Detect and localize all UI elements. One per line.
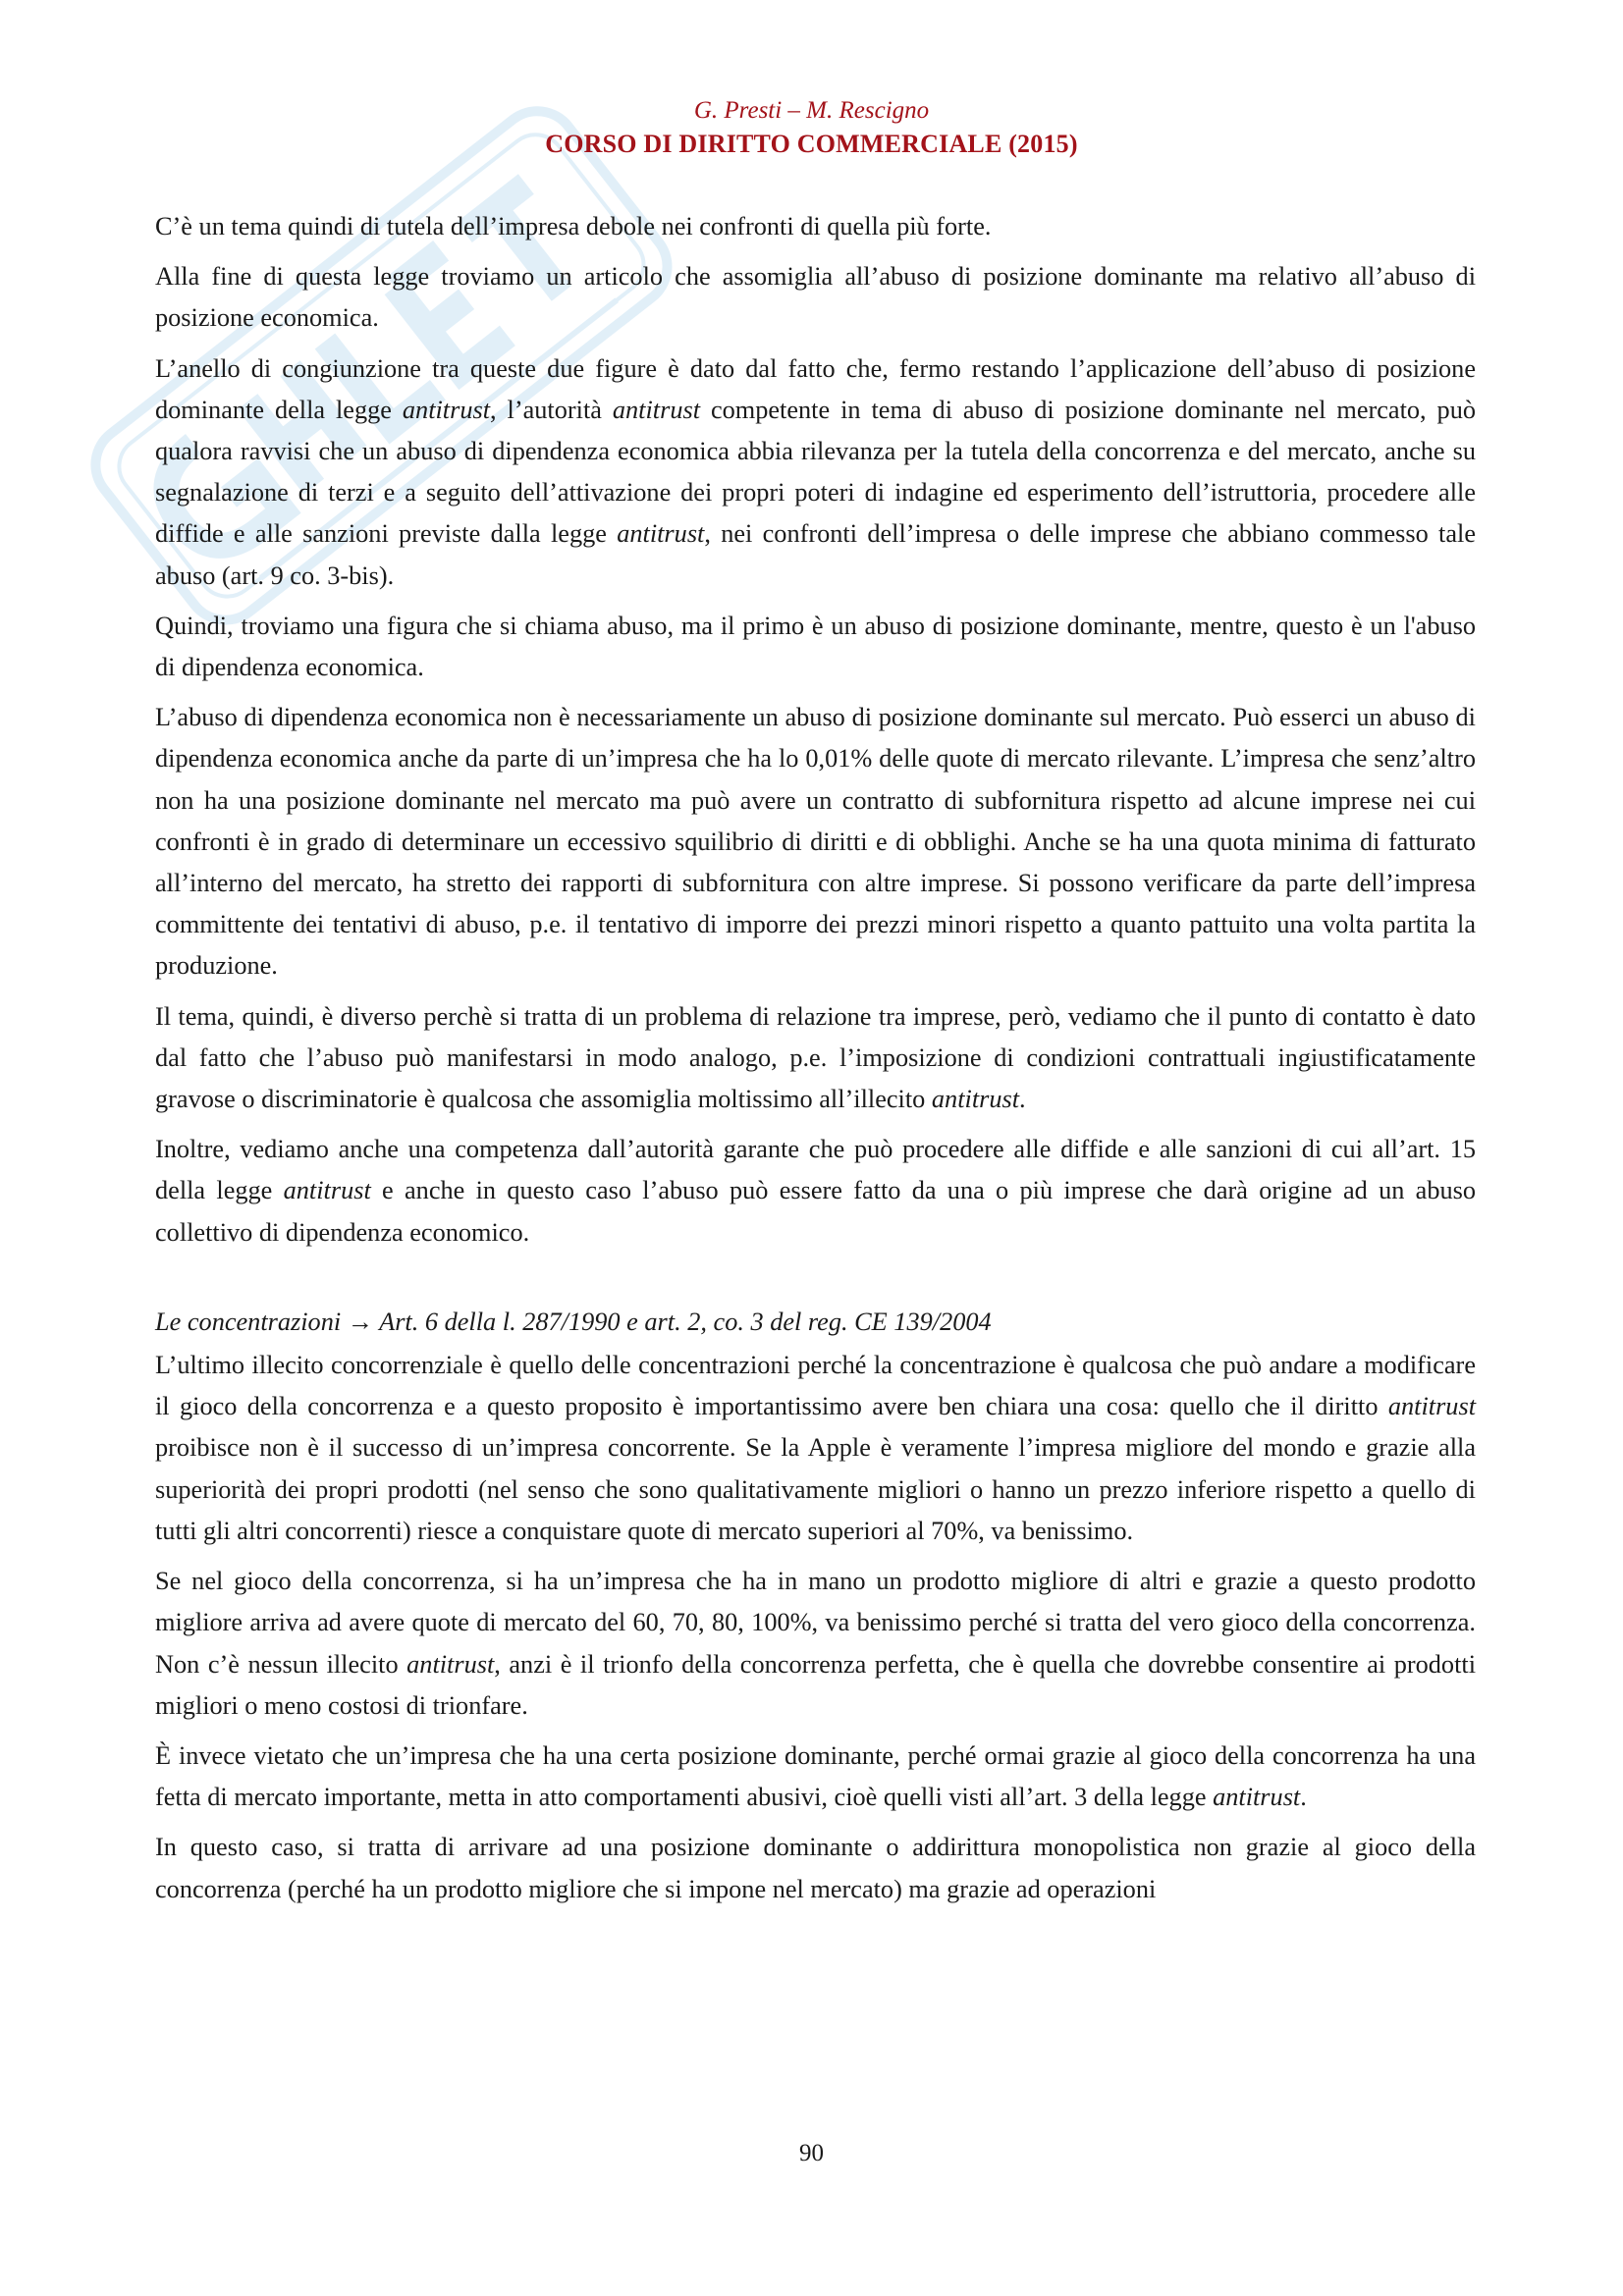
paragraph: In questo caso, si tratta di arrivare ad una posizione dominante o addirittura monopolistica non grazie al gioco della concorrenza (perché ha un prodotto migliore che si impone nel mercato) ma grazie ad operazioni [155,1833,1476,1903]
page-header [0,94,1623,161]
paragraph: L’ultimo illecito concorrenziale è quello delle concentrazioni perché la concentrazione è qualcosa che può andare a modificare il gioco della concorrenza e a questo proposito è importantissimo avere ben chiara una cosa: quello che il diritto antitrust proibisce non è il successo di un’impresa concorrente. Se la Apple è veramente l’impresa migliore del mondo e grazie alla superiorità dei propri prodotti (nel senso che sono qualitativamente migliori o hanno un prezzo inferiore rispetto a quello di tutti gli altri concorrenti) riesce a conquistare quote di mercato superiori al 70%, va benissimo. [155,1351,1476,1545]
page-number: 90 [799,2140,824,2166]
paragraph: Quindi, troviamo una figura che si chiama abuso, ma il primo è un abuso di posizione dominante, mentre, questo è un l'abuso di dipendenza economica. [155,611,1476,682]
paragraph: Alla fine di questa legge troviamo un articolo che assomiglia all’abuso di posizione dominante ma relativo all’abuso di posizione economica. [155,262,1476,333]
paragraph: C’è un tema quindi di tutela dell’impresa debole nei confronti di quella più forte. [155,212,992,240]
section-heading: Le concentrazioni → Art. 6 della l. 287/1990 e art. 2, co. 3 del reg. CE 139/2004 [155,1307,992,1336]
header-authors: G. Presti – M. Rescigno [693,97,930,124]
paragraph: È invece vietato che un’impresa che ha una certa posizione dominante, perché ormai grazie al gioco della concorrenza ha una fetta di mercato importante, metta in atto comportamenti abusivi, cioè quelli visti all’art. 3 della legge antitrust. [155,1740,1476,1812]
section-gap [155,1262,1476,1302]
paragraph: Se nel gioco della concorrenza, si ha un’impresa che ha in mano un prodotto migliore di altri e grazie a questo prodotto migliore arriva ad avere quote di mercato del 60, 70, 80, 100%, va benissimo perché si tratta del vero gioco della concorrenza. Non c’è nessun illecito antitrust, anzi è il trionfo della concorrenza perfetta, che è quella che dovrebbe consentire ai prodotti migliori o meno costosi di trionfare. [155,1567,1477,1720]
page-content [155,206,1476,1919]
header-course-title: CORSO DI DIRITTO COMMERCIALE (2015) [545,130,1078,158]
paragraph: Il tema, quindi, è diverso perchè si tratta di un problema di relazione tra imprese, però, vediamo che il punto di contatto è dato dal fatto che l’abuso può manifestarsi in modo analogo, p.e. l’imposizione di condizioni contrattuali ingiustificatamente gravose o discriminatorie è qualcosa che assomiglia moltissimo all’illecito antitrust. [155,1001,1476,1114]
paragraph: Inoltre, vediamo anche una competenza dall’autorità garante che può procedere alle diffide e alle sanzioni di cui all’art. 15 della legge antitrust e anche in questo caso l’abuso può essere fatto da una o più imprese che darà origine ad un abuso collettivo di dipendenza economico. [155,1135,1477,1247]
paragraph: L’abuso di dipendenza economica non è necessariamente un abuso di posizione dominante sul mercato. Può esserci un abuso di dipendenza economica anche da parte di un’impresa che ha lo 0,01% delle quote di mercato rilevante. L’impresa che senz’altro non ha una posizione dominante nel mercato ma può avere un contratto di subfornitura rispetto ad alcune imprese nei cui confronti è in grado di determinare un eccessivo squilibrio di diritti e di obblighi. Anche se ha una quota minima di fatturato all’interno del mercato, ha stretto dei rapporti di subfornitura con altre imprese. Si possono verificare da parte dell’impresa committente dei tentativi di abuso, p.e. il tentativo di imporre dei prezzi minori rispetto a quanto pattuito una volta partita la produzione. [155,703,1476,981]
paragraph: L’anello di congiunzione tra queste due figure è dato dal fatto che, fermo restando l’applicazione dell’abuso di posizione dominante della legge antitrust, l’autorità antitrust competente in tema di abuso di posizione dominante nel mercato, può qualora ravvisi che un abuso di dipendenza economica abbia rilevanza per la tutela della concorrenza e del mercato, anche su segnalazione di terzi e a seguito dell’attivazione dei propri poteri di indagine ed esperimento dell’istruttoria, procedere alle diffide e alle sanzioni previste dalla legge antitrust, nei confronti dell’impresa o delle imprese che abbiano commesso tale abuso (art. 9 co. 3-bis). [155,353,1477,590]
